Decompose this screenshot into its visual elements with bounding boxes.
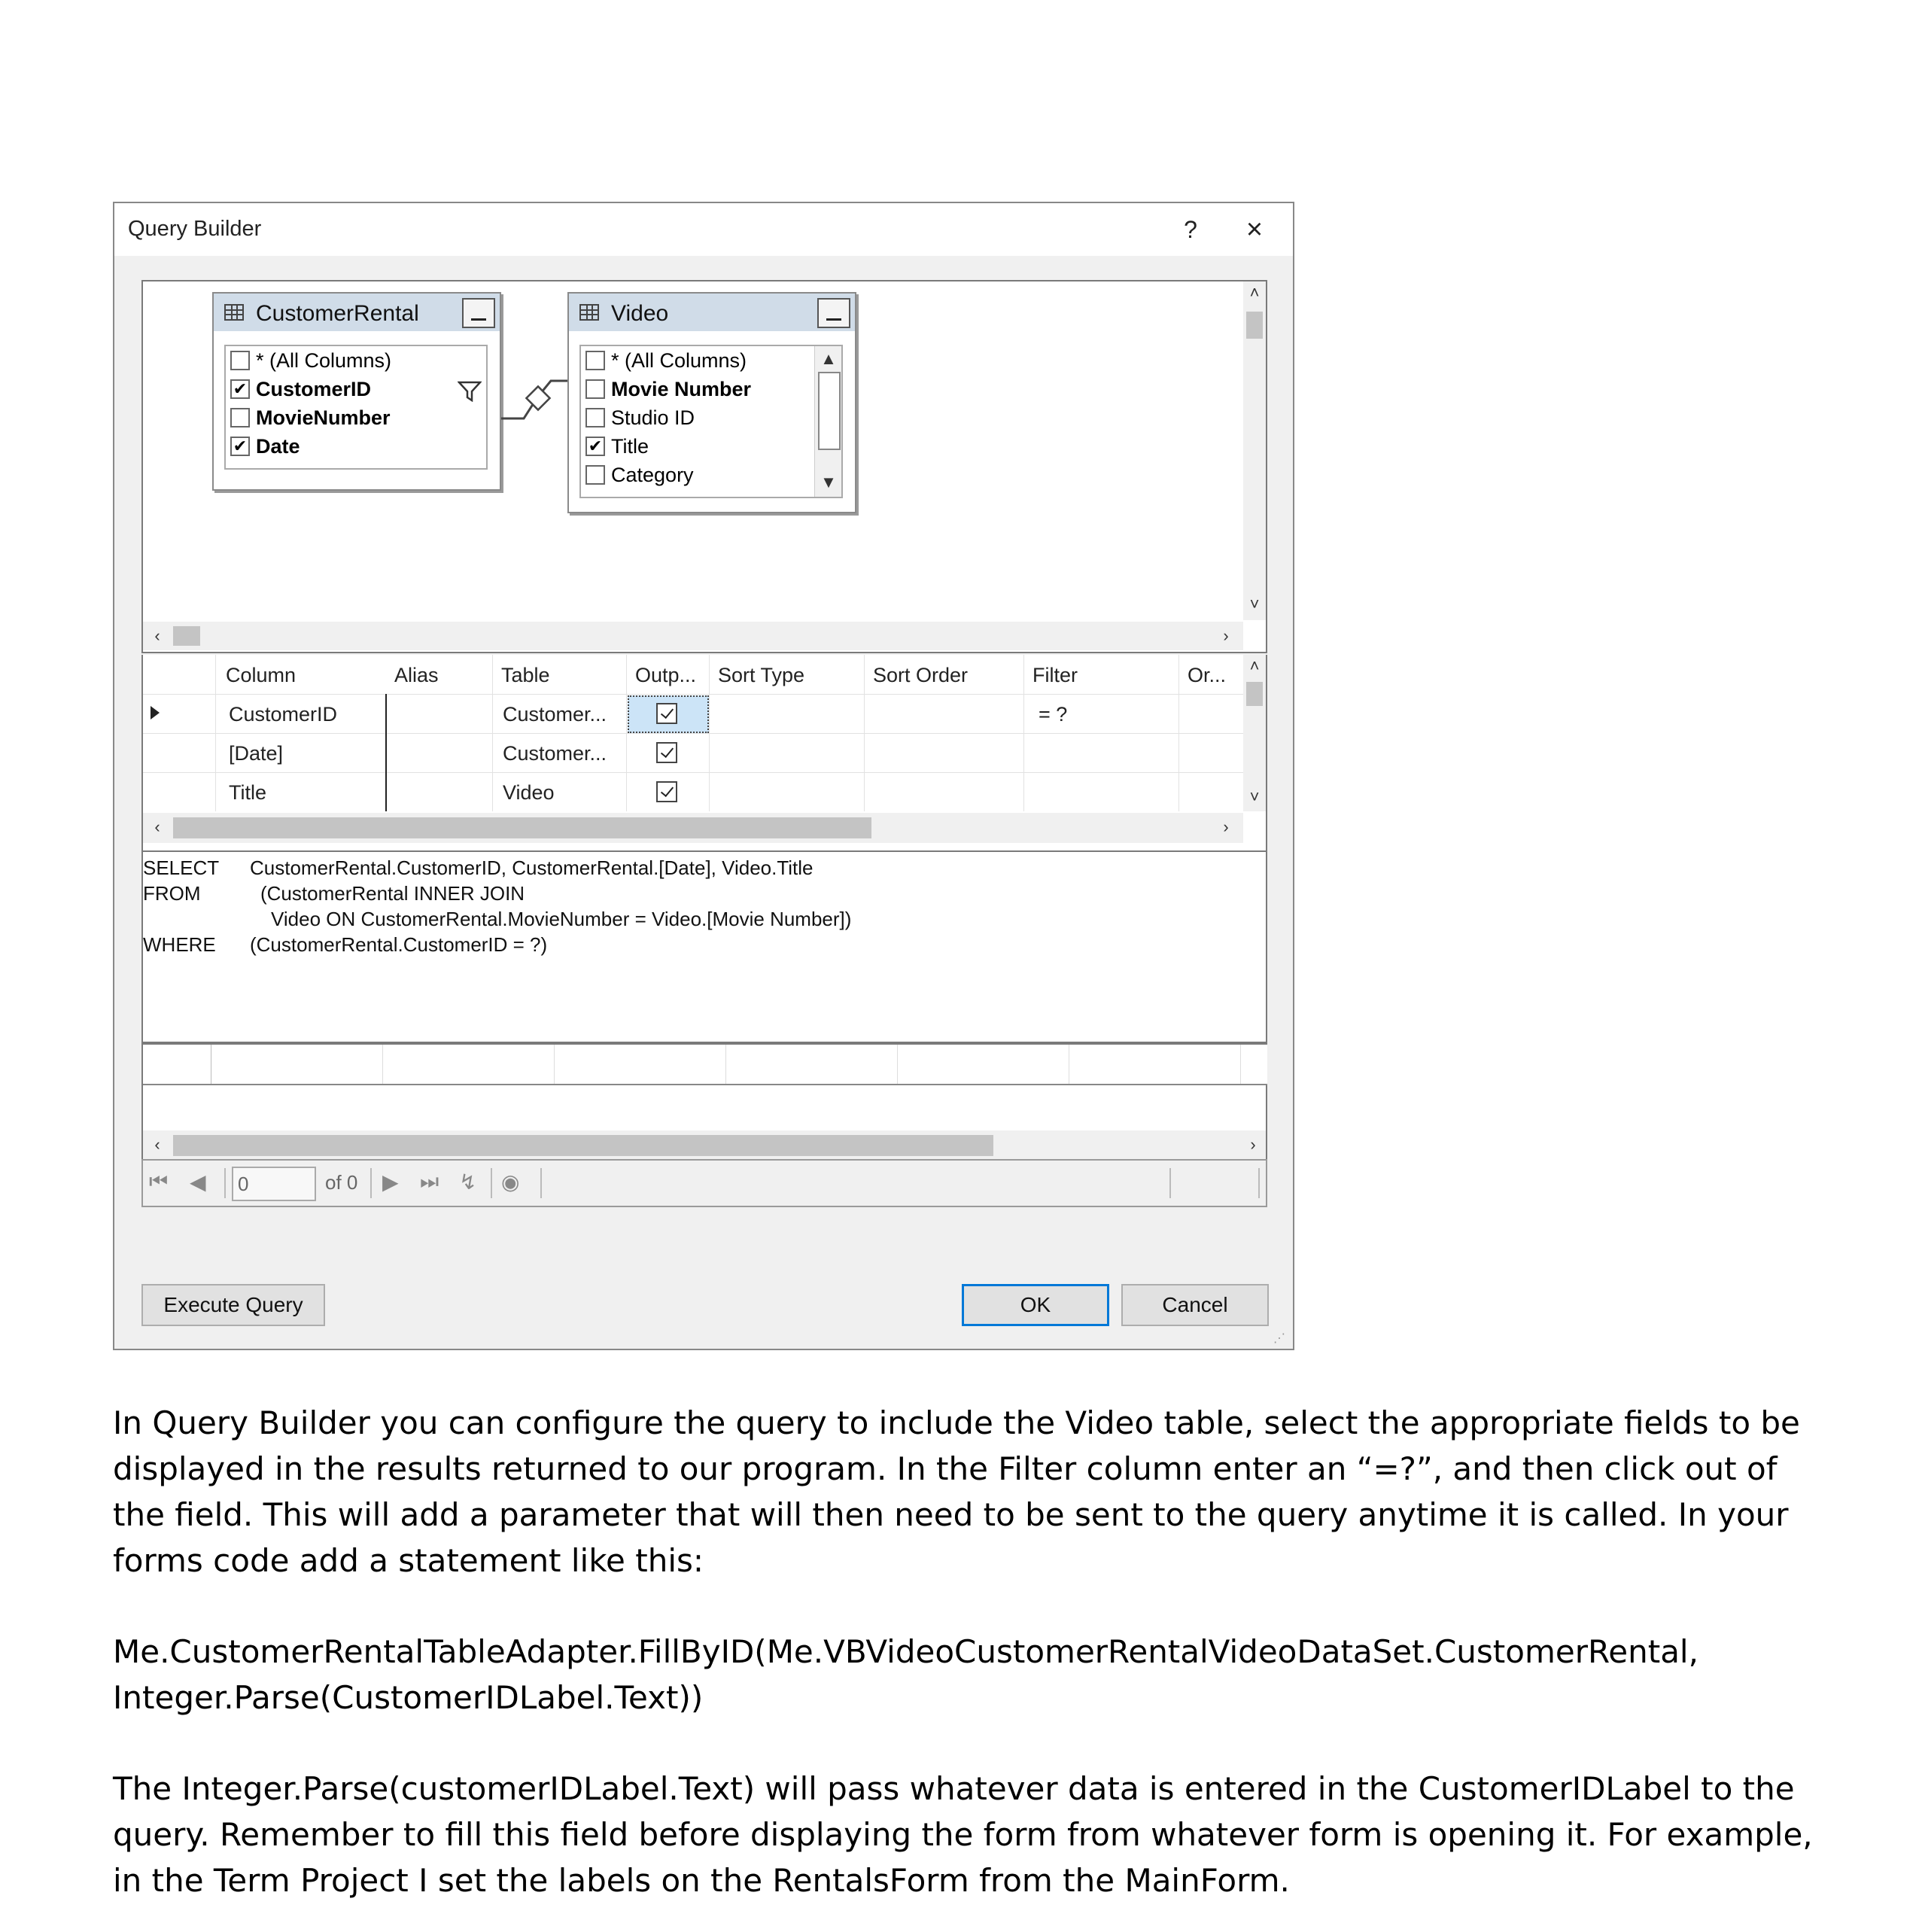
move-next-icon[interactable]: ▶: [382, 1170, 399, 1194]
count-label: of 0: [325, 1171, 358, 1194]
grid-line: [143, 772, 1243, 773]
close-button[interactable]: ×: [1245, 214, 1264, 245]
help-button[interactable]: ?: [1184, 216, 1197, 243]
resize-grip-icon[interactable]: ⋰: [1273, 1332, 1285, 1345]
scroll-thumb[interactable]: [173, 626, 200, 646]
header-sort-type[interactable]: Sort Type: [718, 664, 805, 686]
ok-button[interactable]: OK: [962, 1284, 1109, 1326]
field-checkbox[interactable]: [230, 408, 250, 427]
cell-table[interactable]: Video: [503, 781, 555, 804]
table-name: Video: [611, 301, 669, 326]
minimize-button[interactable]: [817, 298, 850, 328]
header-sort-order[interactable]: Sort Order: [873, 664, 969, 686]
minimize-button[interactable]: [462, 298, 495, 328]
move-first-icon[interactable]: ⏮: [149, 1170, 169, 1193]
grid-line: [143, 694, 1243, 695]
results-hscrollbar[interactable]: [143, 1130, 1266, 1161]
sql-text: Video ON CustomerRental.MovieNumber = Video.[Movie Number]): [271, 908, 852, 930]
results-header-row: [143, 1045, 1267, 1085]
separator: [491, 1168, 492, 1198]
grid-line: [626, 655, 627, 811]
chevron-down-icon[interactable]: ˅: [1249, 595, 1260, 613]
sql-text: (CustomerRental INNER JOIN: [260, 882, 525, 905]
grid-line: [1240, 1045, 1241, 1084]
grid-line: [709, 655, 710, 811]
cell-table[interactable]: Customer...: [503, 742, 607, 765]
field-checkbox[interactable]: [585, 408, 605, 427]
scroll-thumb[interactable]: [1246, 312, 1263, 339]
binding-navigator: [141, 1159, 1267, 1207]
stop-icon[interactable]: ◉: [501, 1170, 520, 1194]
grid-line: [897, 1045, 898, 1084]
field-checkbox[interactable]: [585, 465, 605, 485]
scroll-thumb[interactable]: [173, 817, 871, 838]
paragraph-explanation: The Integer.Parse(customerIDLabel.Text) will pass whatever data is entered in the CustomerIDLabel to the query. Remember to fill this field before displaying the form from whatever form is opening it. For example, in the Term Project I set the labels on the RentalsForm from the MainForm.: [113, 1770, 1813, 1899]
grid-line: [215, 655, 216, 811]
cancel-button[interactable]: Cancel: [1121, 1284, 1269, 1326]
separator: [540, 1168, 542, 1198]
table-header: [569, 294, 855, 331]
scroll-thumb[interactable]: [173, 1135, 993, 1156]
output-checkbox[interactable]: [656, 742, 677, 763]
cell-column[interactable]: Title: [229, 781, 267, 804]
diagram-vscrollbar[interactable]: [1243, 281, 1266, 620]
current-row-icon: [149, 704, 161, 721]
sql-keyword: FROM: [143, 882, 201, 905]
header-output[interactable]: Outp...: [635, 664, 697, 686]
paragraph-intro: In Query Builder you can configure the query to include the Video table, select the appropriate fields to be displayed in the results returned to our program. In the Filter column enter an “=?”, and then click out of the field. This will add a parameter that will then need to be sent to the query anytime it is called. In your forms code add a statement like this:: [113, 1404, 1800, 1579]
header-filter[interactable]: Filter: [1032, 664, 1078, 686]
chevron-left-icon[interactable]: ‹: [154, 626, 160, 645]
field-checkbox[interactable]: [585, 379, 605, 399]
chevron-right-icon[interactable]: ›: [1223, 817, 1229, 836]
sql-keyword: SELECT: [143, 856, 220, 879]
table-icon: [224, 304, 244, 321]
dialog-title: Query Builder: [128, 217, 262, 241]
cell-filter[interactable]: = ?: [1039, 703, 1068, 726]
chevron-left-icon[interactable]: ‹: [154, 817, 160, 836]
grid-line: [382, 1045, 383, 1084]
field-label: * (All Columns): [611, 349, 747, 372]
field-label: CustomerID: [256, 378, 372, 400]
grid-line: [385, 694, 387, 811]
field-label: * (All Columns): [256, 349, 392, 372]
field-checkbox[interactable]: [230, 351, 250, 370]
sql-text: (CustomerRental.CustomerID = ?): [250, 933, 548, 956]
diagram-pane: [141, 280, 1267, 653]
header-table[interactable]: Table: [501, 664, 550, 686]
grid-line: [1023, 655, 1024, 811]
field-checkbox[interactable]: ✔: [585, 437, 605, 456]
refresh-icon[interactable]: ↯: [459, 1170, 477, 1194]
criteria-grid: [141, 655, 1267, 852]
move-last-icon[interactable]: ⏭: [420, 1170, 439, 1193]
diagram-hscrollbar[interactable]: [143, 622, 1243, 650]
field-label: Category: [611, 464, 694, 486]
grid-line: [864, 655, 865, 811]
cell-column[interactable]: CustomerID: [229, 703, 338, 726]
execute-query-button[interactable]: Execute Query: [141, 1284, 325, 1326]
position-input[interactable]: 0: [232, 1167, 316, 1201]
grid-line: [492, 655, 493, 811]
field-checkbox[interactable]: ✔: [230, 379, 250, 399]
query-builder-dialog: [113, 202, 1294, 1350]
filter-icon: [458, 381, 482, 402]
title-bar: [114, 203, 1293, 256]
scroll-up-icon[interactable]: ▲: [820, 349, 837, 368]
header-column[interactable]: Column: [226, 664, 297, 686]
separator: [1258, 1168, 1260, 1198]
separator: [224, 1168, 226, 1198]
table-customerrental[interactable]: [212, 292, 501, 491]
field-list: [224, 345, 488, 470]
move-previous-icon[interactable]: ◀: [190, 1170, 206, 1194]
header-alias[interactable]: Alias: [394, 664, 439, 686]
chevron-up-icon[interactable]: ˄: [1249, 283, 1260, 302]
chevron-up-icon[interactable]: ˄: [1249, 656, 1260, 675]
field-label: Date: [256, 435, 300, 458]
scroll-down-icon[interactable]: ▼: [820, 473, 837, 491]
separator: [370, 1168, 372, 1198]
chevron-down-icon[interactable]: ˅: [1249, 787, 1260, 806]
output-checkbox[interactable]: [656, 703, 677, 724]
cell-column[interactable]: [Date]: [229, 742, 284, 765]
sql-text: CustomerRental.CustomerID, CustomerRental.[Date], Video.Title: [250, 856, 814, 879]
code-statement: Me.CustomerRentalTableAdapter.FillByID(Me.VBVideoCustomerRentalVideoDataSet.CustomerRental, Integer.Parse(CustomerIDLabel.Text)): [113, 1633, 1699, 1716]
field-label: Title: [611, 435, 649, 458]
field-label: MovieNumber: [256, 406, 391, 429]
table-icon: [579, 304, 599, 321]
cell-table[interactable]: Customer...: [503, 703, 607, 726]
field-label: Studio ID: [611, 406, 695, 429]
table-name: CustomerRental: [256, 301, 419, 326]
chevron-left-icon[interactable]: ‹: [154, 1135, 160, 1154]
field-label: Movie Number: [611, 378, 752, 400]
table-video[interactable]: [567, 292, 856, 513]
output-checkbox[interactable]: [656, 781, 677, 802]
field-checkbox[interactable]: [585, 351, 605, 370]
header-or[interactable]: Or...: [1188, 664, 1227, 686]
grid-line: [143, 733, 1243, 734]
scroll-thumb[interactable]: [1246, 682, 1263, 706]
field-checkbox[interactable]: ✔: [230, 437, 250, 456]
grid-line: [554, 1045, 555, 1084]
grid-line: [725, 1045, 726, 1084]
separator: [1169, 1168, 1171, 1198]
scroll-thumb[interactable]: [818, 372, 841, 450]
grid-hscrollbar[interactable]: [143, 813, 1243, 843]
chevron-right-icon[interactable]: ›: [1223, 626, 1229, 645]
grid-vscrollbar[interactable]: [1243, 655, 1266, 811]
field-list-scrollbar[interactable]: [814, 346, 842, 497]
chevron-right-icon[interactable]: ›: [1250, 1135, 1256, 1154]
sql-pane[interactable]: [141, 852, 1267, 1043]
sql-keyword: WHERE: [143, 933, 216, 956]
field-list: [579, 345, 843, 498]
grid-line: [1178, 655, 1179, 811]
table-header: [214, 294, 500, 331]
